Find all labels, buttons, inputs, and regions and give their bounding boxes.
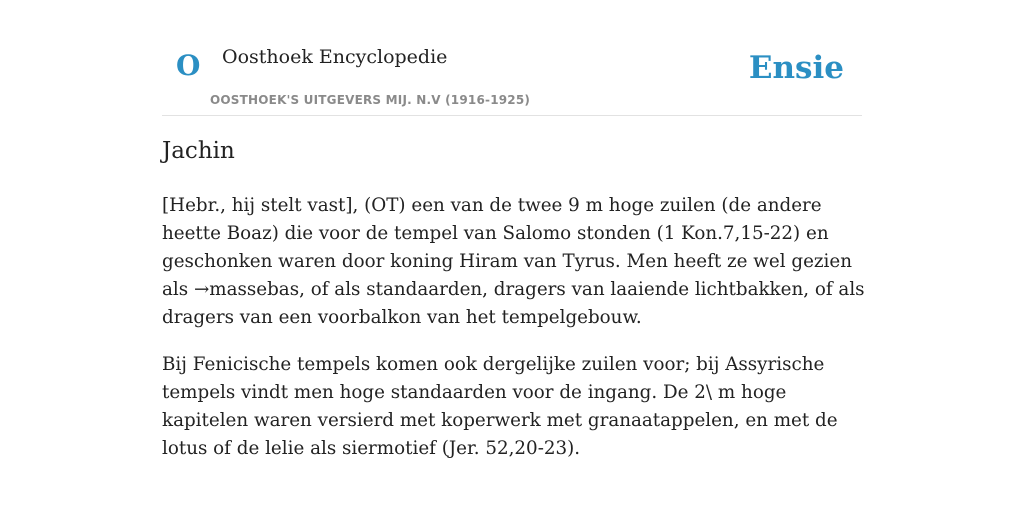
paragraph-text: [Hebr., hij stelt vast], (OT) een van de twee 9 m hoge zuilen (de andere heette Boaz) die voor de tempel van Salomo stonden (1 Kon.7,15-22) en geschonken waren door koning Hiram van Tyrus. Men heeft ze wel gezien als <box>162 195 852 300</box>
encyclopedia-title[interactable]: Oosthoek Encyclopedie <box>222 46 448 68</box>
site-header <box>162 30 862 116</box>
entry-title: Jachin <box>162 138 235 164</box>
publisher-line: OOSTHOEK'S UITGEVERS MIJ. N.V (1916-1925) <box>210 93 531 107</box>
entry-body <box>162 192 868 482</box>
massebas-link[interactable]: massebas <box>209 279 300 300</box>
entry-paragraph: Bij Fenicische tempels komen ook dergelijke zuilen voor; bij Assyrische tempels vindt men hoge standaarden voor de ingang. De 2\ m hoge kapitelen waren versierd met koperwerk met granaatappelen, en met de lotus of de lelie als siermotief (Jer. 52,20-23). <box>162 354 838 459</box>
paragraph-text: , of als standaarden, dragers van laaiende lichtbakken, of als dragers van een voorbalkon van het tempelgebouw. <box>162 279 865 328</box>
entry-paragraph <box>162 192 868 332</box>
ensie-brand-logo[interactable]: Ensie <box>748 50 844 86</box>
arrow-icon: → <box>193 279 210 300</box>
encyclopedia-logo[interactable]: O <box>176 49 201 82</box>
